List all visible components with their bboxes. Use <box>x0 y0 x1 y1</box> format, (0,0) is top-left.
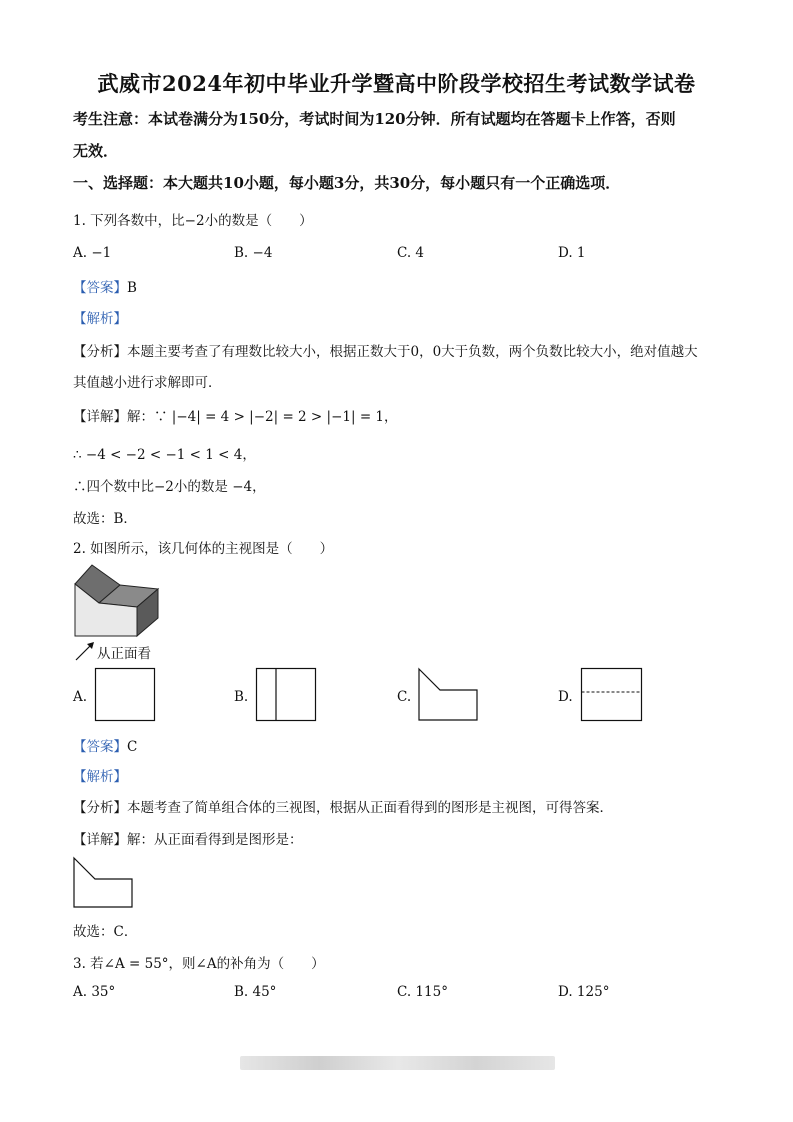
section-heading: 一、选择题：本大题共10小题，每小题3分，共30分，每小题只有一个正确选项． <box>73 174 621 192</box>
q1-answer-line <box>73 276 137 296</box>
q2-answer-figure <box>73 857 134 909</box>
q1-option-b: B. −4 <box>234 245 273 261</box>
q3-option-a: A. 35° <box>73 984 116 1000</box>
q2-answer: C <box>127 739 138 755</box>
q2-option-a: A. <box>73 689 88 705</box>
q1-fenxi-line-1 <box>73 340 698 360</box>
q3-stem: 3. 若∠A = 55°，则∠A的补角为（ ） <box>73 956 325 972</box>
q2-detail-line <box>73 828 303 848</box>
q1-detail-text-1: 解：∵ |−4| = 4 > |−2| = 2 > |−1| = 1， <box>127 409 398 425</box>
q2-stem: 2. 如图所示，该几何体的主视图是（ ） <box>73 541 334 557</box>
detail-tag: 【详解】 <box>73 409 127 425</box>
view-direction-label: 从正面看 <box>97 646 151 662</box>
q2-option-d: D. <box>558 689 573 705</box>
q1-option-c: C. 4 <box>397 245 425 261</box>
q1-fenxi-text-1: 本题主要考查了有理数比较大小，根据正数大于0，0大于负数，两个负数比较大小，绝对值越大 <box>127 344 698 360</box>
answer-tag: 【答案】 <box>73 280 127 296</box>
fenxi-tag: 【分析】 <box>73 800 127 816</box>
fenxi-tag: 【分析】 <box>73 344 127 360</box>
q2-analysis-tag: 【解析】 <box>73 769 127 785</box>
q2-fenxi-text: 本题考查了简单组合体的三视图，根据从正面看得到的图形是主视图，可得答案． <box>127 800 613 816</box>
q2-option-c-figure <box>418 668 479 721</box>
page-title: 武威市2024年初中毕业升学暨高中阶段学校招生考试数学试卷 <box>97 71 696 96</box>
q1-analysis-tag: 【解析】 <box>73 311 127 327</box>
q2-fenxi-line <box>73 796 613 816</box>
q1-fenxi-line-2: 其值越小进行求解即可． <box>73 375 222 391</box>
q3-option-c: C. 115° <box>397 984 448 1000</box>
q2-option-b-figure <box>256 668 316 721</box>
notice-line-2: 无效． <box>73 142 119 160</box>
solid-figure <box>70 560 170 640</box>
q2-detail-text: 解：从正面看得到是图形是： <box>127 832 303 848</box>
q1-option-a: A. −1 <box>73 245 112 261</box>
q2-option-a-figure <box>95 668 155 721</box>
detail-tag: 【详解】 <box>73 832 127 848</box>
answer-tag: 【答案】 <box>73 739 127 755</box>
q1-choose: 故选：B． <box>73 511 137 527</box>
q3-option-b: B. 45° <box>234 984 277 1000</box>
q1-answer: B <box>127 280 137 296</box>
q1-stem: 1. 下列各数中，比−2小的数是（ ） <box>73 213 313 229</box>
q2-choose: 故选：C． <box>73 924 138 940</box>
q2-option-c: C. <box>397 689 412 705</box>
q1-option-d: D. 1 <box>558 245 586 261</box>
footer-watermark-blur <box>240 1056 555 1070</box>
notice-line-1: 考生注意：本试卷满分为150分，考试时间为120分钟．所有试题均在答题卡上作答，否则 <box>73 110 676 128</box>
q1-detail-line-1 <box>73 405 398 425</box>
q2-option-d-figure <box>581 668 643 721</box>
q3-option-d: D. 125° <box>558 984 610 1000</box>
q2-answer-line <box>73 735 137 755</box>
q1-detail-line-2: ∴ −4 < −2 < −1 < 1 < 4， <box>73 447 256 463</box>
arrow-icon <box>74 640 96 662</box>
q2-option-b: B. <box>234 689 249 705</box>
q1-detail-line-3: ∴四个数中比−2小的数是 −4， <box>73 479 266 495</box>
